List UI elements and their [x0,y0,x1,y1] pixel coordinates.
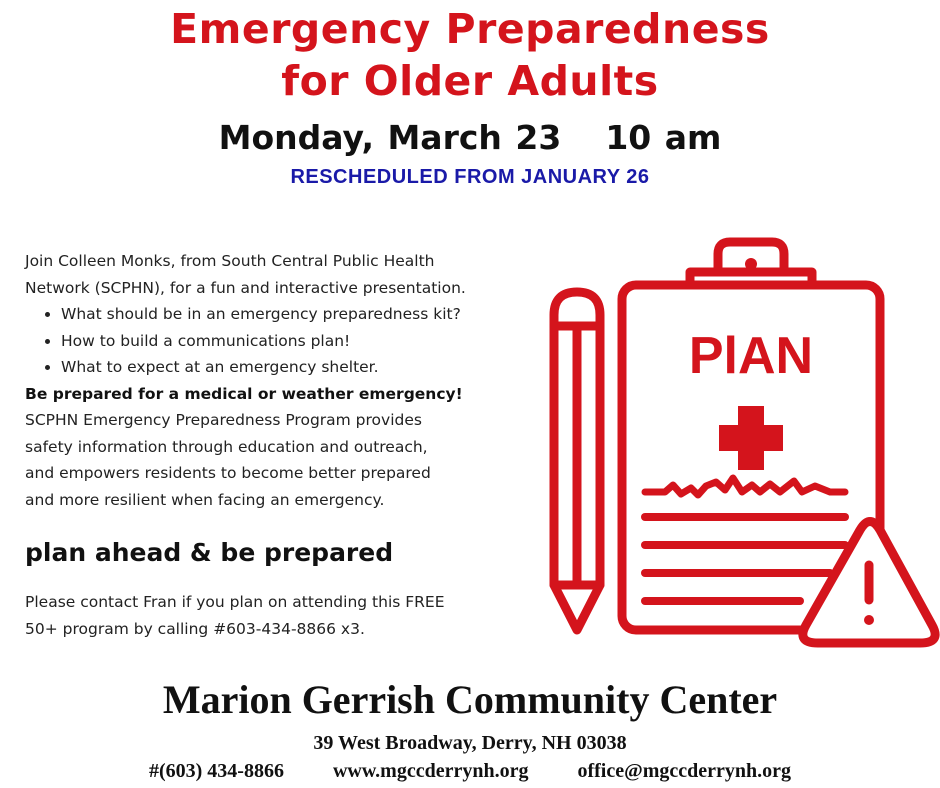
topic-item: • How to build a communications plan! [61,328,565,355]
plan-ahead-heading: plan ahead & be prepared [25,538,394,567]
pencil-icon [554,292,600,630]
topic-item: • What should be in an emergency preparedness kit? [61,301,565,328]
intro-line: Network (SCPHN), for a fun and interactive presentation. [25,278,466,297]
contact-line: Please contact Fran if you plan on attending this FREE [25,593,445,611]
event-time: 10 am [605,118,722,157]
topic-item: • What to expect at an emergency shelter. [61,354,565,381]
event-date: Monday, March 23 [218,118,562,157]
medical-cross-icon [719,406,783,470]
footer-contacts [0,760,940,783]
address: 39 West Broadway, Derry, NH 03038 [313,732,627,754]
organization-name: Marion Gerrish Community Center [162,677,778,722]
prepared-callout: Be prepared for a medical or weather emergency! [25,384,463,403]
event-datetime [0,118,940,157]
intro-line: Join Colleen Monks, from South Central Public Health [25,252,435,270]
warning-icon [803,522,935,644]
rescheduled-notice: RESCHEDULED FROM JANUARY 26 [290,166,650,188]
contact-line: 50+ program by calling #603-434-8866 x3. [25,619,365,638]
clipboard-plan-text: PlAN [688,327,814,385]
phone-number: #(603) 434-8866 [148,760,284,782]
title-line-1: Emergency Preparedness [170,5,770,53]
program-line: and more resilient when facing an emergency. [25,490,385,509]
text-lines-icon [645,517,845,601]
description [25,248,565,513]
program-line: safety information through education and outreach, [25,437,428,456]
program-line: SCPHN Emergency Preparedness Program provides [25,411,422,429]
plan-clipboard-illustration [540,230,940,660]
title-line-2: for Older Adults [281,57,659,105]
website-link[interactable]: www.mgccderrynh.org [332,760,529,782]
topic-list [25,301,565,381]
contact-info [25,589,545,642]
program-line: and empowers residents to become better prepared [25,464,431,482]
email-link[interactable]: office@mgccderrynh.org [577,760,792,782]
heartbeat-line-icon [645,478,845,495]
